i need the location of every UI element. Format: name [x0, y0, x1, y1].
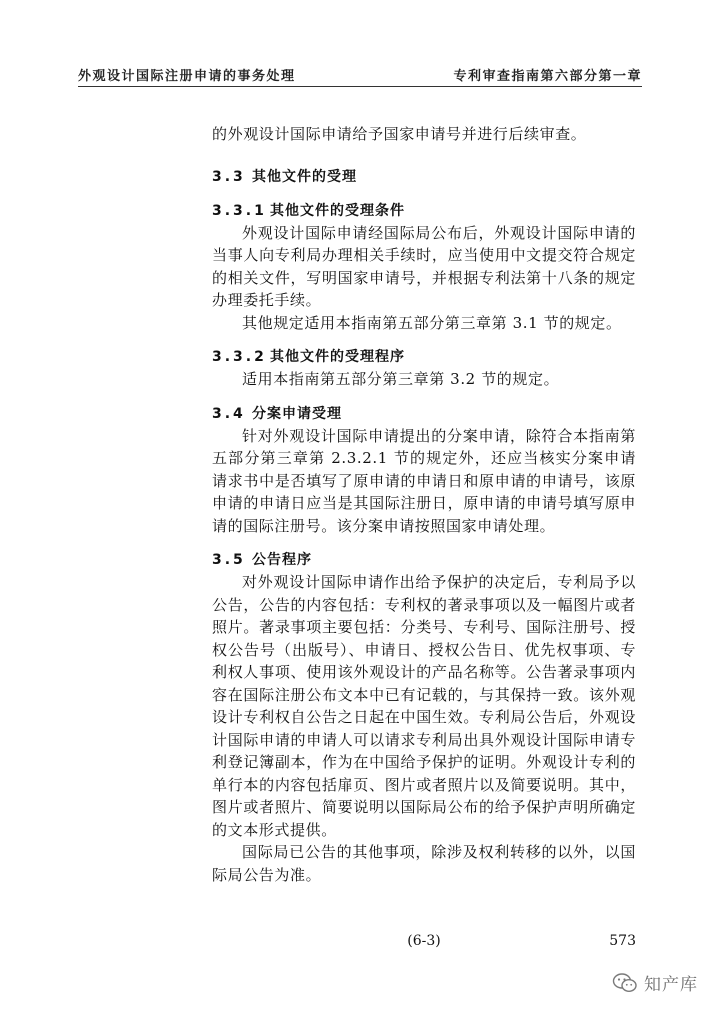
section-3-3-2-heading: [212, 346, 636, 368]
header-guide-section: 专利审查指南第六部分第一章: [453, 69, 642, 84]
section-number: 3.3: [212, 168, 246, 185]
section-title: 公告程序: [252, 552, 312, 568]
section-3-5-paragraph-1: 对外观设计国际申请作出给予保护的决定后，专利局予以公告，公告的内容包括：专利权的著录事项以及一幅图片或者照片。著录事项主要包括：分类号、专利号、国际注册号、授权公告号（出版号）、申请日、授权公告日、优先权事项、专利权人事项、使用该外观设计的产品名称等。公告著录事项内容在国际注册公布文本中已有记载的，与其保持一致。该外观设计专利权自公告之日起在中国生效。专利局公告后，外观设计国际申请的申请人可以请求专利局出具外观设计国际申请专利登记簿副本，作为在中国给予保护的证明。外观设计专利的单行本的内容包括扉页、图片或者照片以及简要说明。其中，图片或者照片、简要说明以国际局公布的给予保护声明所确定的文本形式提供。: [212, 573, 636, 839]
section-3-3-2-paragraph-1: 适用本指南第五部分第三章第 3.2 节的规定。: [242, 370, 560, 388]
running-header: [78, 60, 642, 84]
wechat-icon: [612, 972, 638, 994]
section-3-5-paragraph-2: 国际局已公告的其他事项，除涉及权利转移的以外，以国际局公告为准。: [212, 843, 636, 884]
section-number: 3.3.2: [212, 349, 267, 365]
section-title: 其他文件的受理: [252, 168, 357, 185]
section-number: 3.3.1: [212, 202, 267, 219]
footer-label: (6-3): [407, 933, 441, 949]
section-3-3-1-paragraph-1: 外观设计国际申请经国际局公布后，外观设计国际申请的当事人向专利局办理相关手续时，应当使用中文提交符合规定的相关文件，写明国家申请号，并根据专利法第十八条的规定办理委托手续。: [212, 223, 636, 309]
header-chapter-title: 外观设计国际注册申请的事务处理: [78, 69, 296, 84]
watermark: [612, 970, 698, 995]
page-footer: [212, 933, 636, 955]
page-content: [212, 123, 636, 886]
section-3-3-1-heading: [212, 200, 636, 222]
section-3-4-heading: [212, 403, 636, 425]
watermark-text: 知产库: [644, 975, 698, 995]
intro-paragraph: 的外观设计国际申请给予国家申请号并进行后续审查。: [212, 125, 587, 143]
section-3-3-1-paragraph-2: 其他规定适用本指南第五部分第三章第 3.1 节的规定。: [242, 313, 622, 332]
section-number: 3.5: [212, 552, 246, 568]
section-number: 3.4: [212, 405, 246, 422]
section-3-4-paragraph-1: 针对外观设计国际申请提出的分案申请，除符合本指南第五部分第三章第 2.3.2.1 节的规定外，还应当核实分案申请请求书中是否填写了原申请的申请日和原申请的申请号，该原申请的申请日应当是其国际注册日，原申请的申请号填写原申请的国际注册号。该分案申请按照国家申请处理。: [212, 426, 636, 535]
section-title: 其他文件的受理程序: [270, 349, 405, 365]
section-title: 分案申请受理: [252, 405, 342, 422]
page-number: 573: [609, 933, 636, 949]
section-3-3-heading: [212, 166, 636, 188]
header-rule: [78, 86, 642, 87]
section-3-5-heading: [212, 549, 636, 571]
section-title: 其他文件的受理条件: [270, 202, 405, 219]
